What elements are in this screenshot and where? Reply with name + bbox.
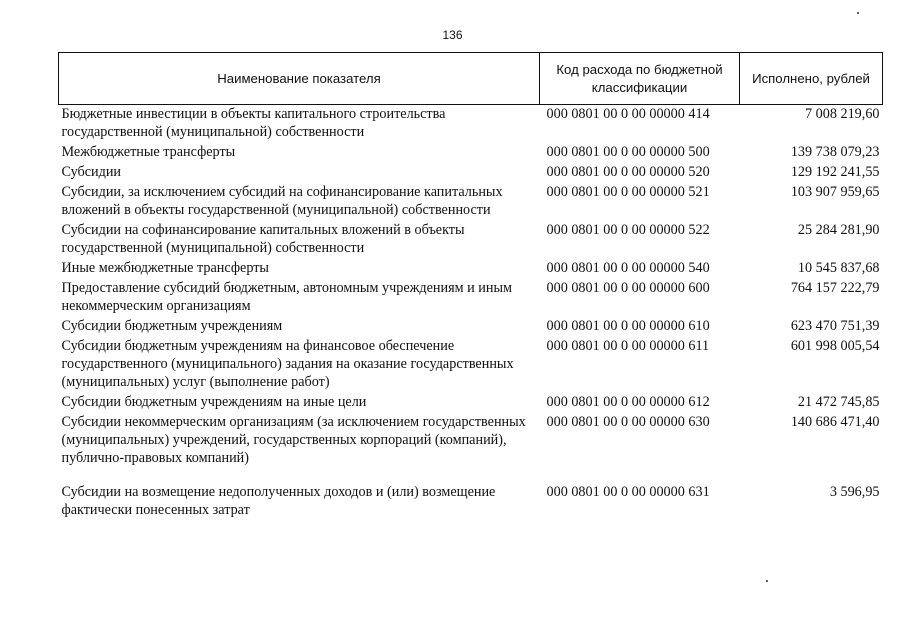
header-code: Код расхода по бюджетной классификации: [540, 53, 740, 105]
header-name: Наименование показателя: [59, 53, 540, 105]
row-amount: 139 738 079,23: [790, 144, 880, 160]
table-row: [59, 221, 883, 259]
row-amount: 601 998 005,54: [790, 338, 880, 354]
row-code: 000 0801 00 0 00 00000 630: [546, 414, 710, 430]
table-row: [59, 163, 883, 183]
table-row: [59, 279, 883, 317]
table-row: [59, 143, 883, 163]
table-row: [59, 469, 883, 521]
row-name: Субсидии на возмещение недополученных доходов и (или) возмещение фактически понесенных затрат: [61, 484, 496, 518]
table-header-row: [59, 53, 883, 105]
scan-speck: [857, 12, 859, 14]
budget-table: [58, 52, 883, 521]
row-name: Субсидии бюджетным учреждениям: [61, 318, 283, 334]
row-name: Субсидии некоммерческим организациям (за исключением государственных (муниципальных) учреждений, государственных корпораций (компаний), публично-правовых компаний): [61, 414, 526, 466]
row-code: 000 0801 00 0 00 00000 500: [546, 144, 710, 160]
header-amount: Исполнено, рублей: [740, 53, 883, 105]
table-row: [59, 413, 883, 469]
scan-speck: [766, 580, 768, 582]
row-amount: 21 472 745,85: [797, 394, 880, 410]
row-amount: 3 596,95: [829, 484, 880, 500]
row-code: 000 0801 00 0 00 00000 540: [546, 260, 710, 276]
row-code: 000 0801 00 0 00 00000 611: [546, 338, 710, 354]
row-name: Субсидии бюджетным учреждениям на финансовое обеспечение государственного (муниципального) задания на оказание государственных (муниципальных) услуг (выполнение работ): [61, 338, 514, 390]
table-row: [59, 105, 883, 144]
row-amount: 7 008 219,60: [805, 106, 880, 122]
row-name: Предоставление субсидий бюджетным, автономным учреждениям и иным некоммерческим организациям: [61, 280, 512, 314]
table-row: [59, 337, 883, 393]
row-name: Бюджетные инвестиции в объекты капитального строительства государственной (муниципальной) собственности: [61, 106, 446, 140]
row-name: Межбюджетные трансферты: [61, 144, 236, 160]
row-code: 000 0801 00 0 00 00000 610: [546, 318, 710, 334]
table-row: [59, 317, 883, 337]
row-code: 000 0801 00 0 00 00000 631: [546, 484, 710, 500]
row-name: Субсидии на софинансирование капитальных вложений в объекты государственной (муниципальной) собственности: [61, 222, 465, 256]
row-amount: 25 284 281,90: [797, 222, 880, 238]
table-row: [59, 393, 883, 413]
row-name: Субсидии: [61, 164, 122, 180]
table-row: [59, 259, 883, 279]
row-code: 000 0801 00 0 00 00000 612: [546, 394, 710, 410]
row-amount: 140 686 471,40: [790, 414, 880, 430]
row-code: 000 0801 00 0 00 00000 522: [546, 222, 710, 238]
row-code: 000 0801 00 0 00 00000 600: [546, 280, 710, 296]
row-amount: 764 157 222,79: [790, 280, 880, 296]
row-name: Иные межбюджетные трансферты: [61, 260, 269, 276]
row-code: 000 0801 00 0 00 00000 520: [546, 164, 710, 180]
row-name: Субсидии бюджетным учреждениям на иные цели: [61, 394, 367, 410]
row-amount: 10 545 837,68: [797, 260, 880, 276]
row-code: 000 0801 00 0 00 00000 414: [546, 106, 710, 122]
row-amount: 103 907 959,65: [790, 184, 880, 200]
table-row: [59, 183, 883, 221]
row-code: 000 0801 00 0 00 00000 521: [546, 184, 710, 200]
page-number: 136: [442, 28, 463, 42]
row-amount: 623 470 751,39: [790, 318, 880, 334]
row-name: Субсидии, за исключением субсидий на софинансирование капитальных вложений в объекты государственной (муниципальной) собственности: [61, 184, 503, 218]
row-amount: 129 192 241,55: [790, 164, 880, 180]
